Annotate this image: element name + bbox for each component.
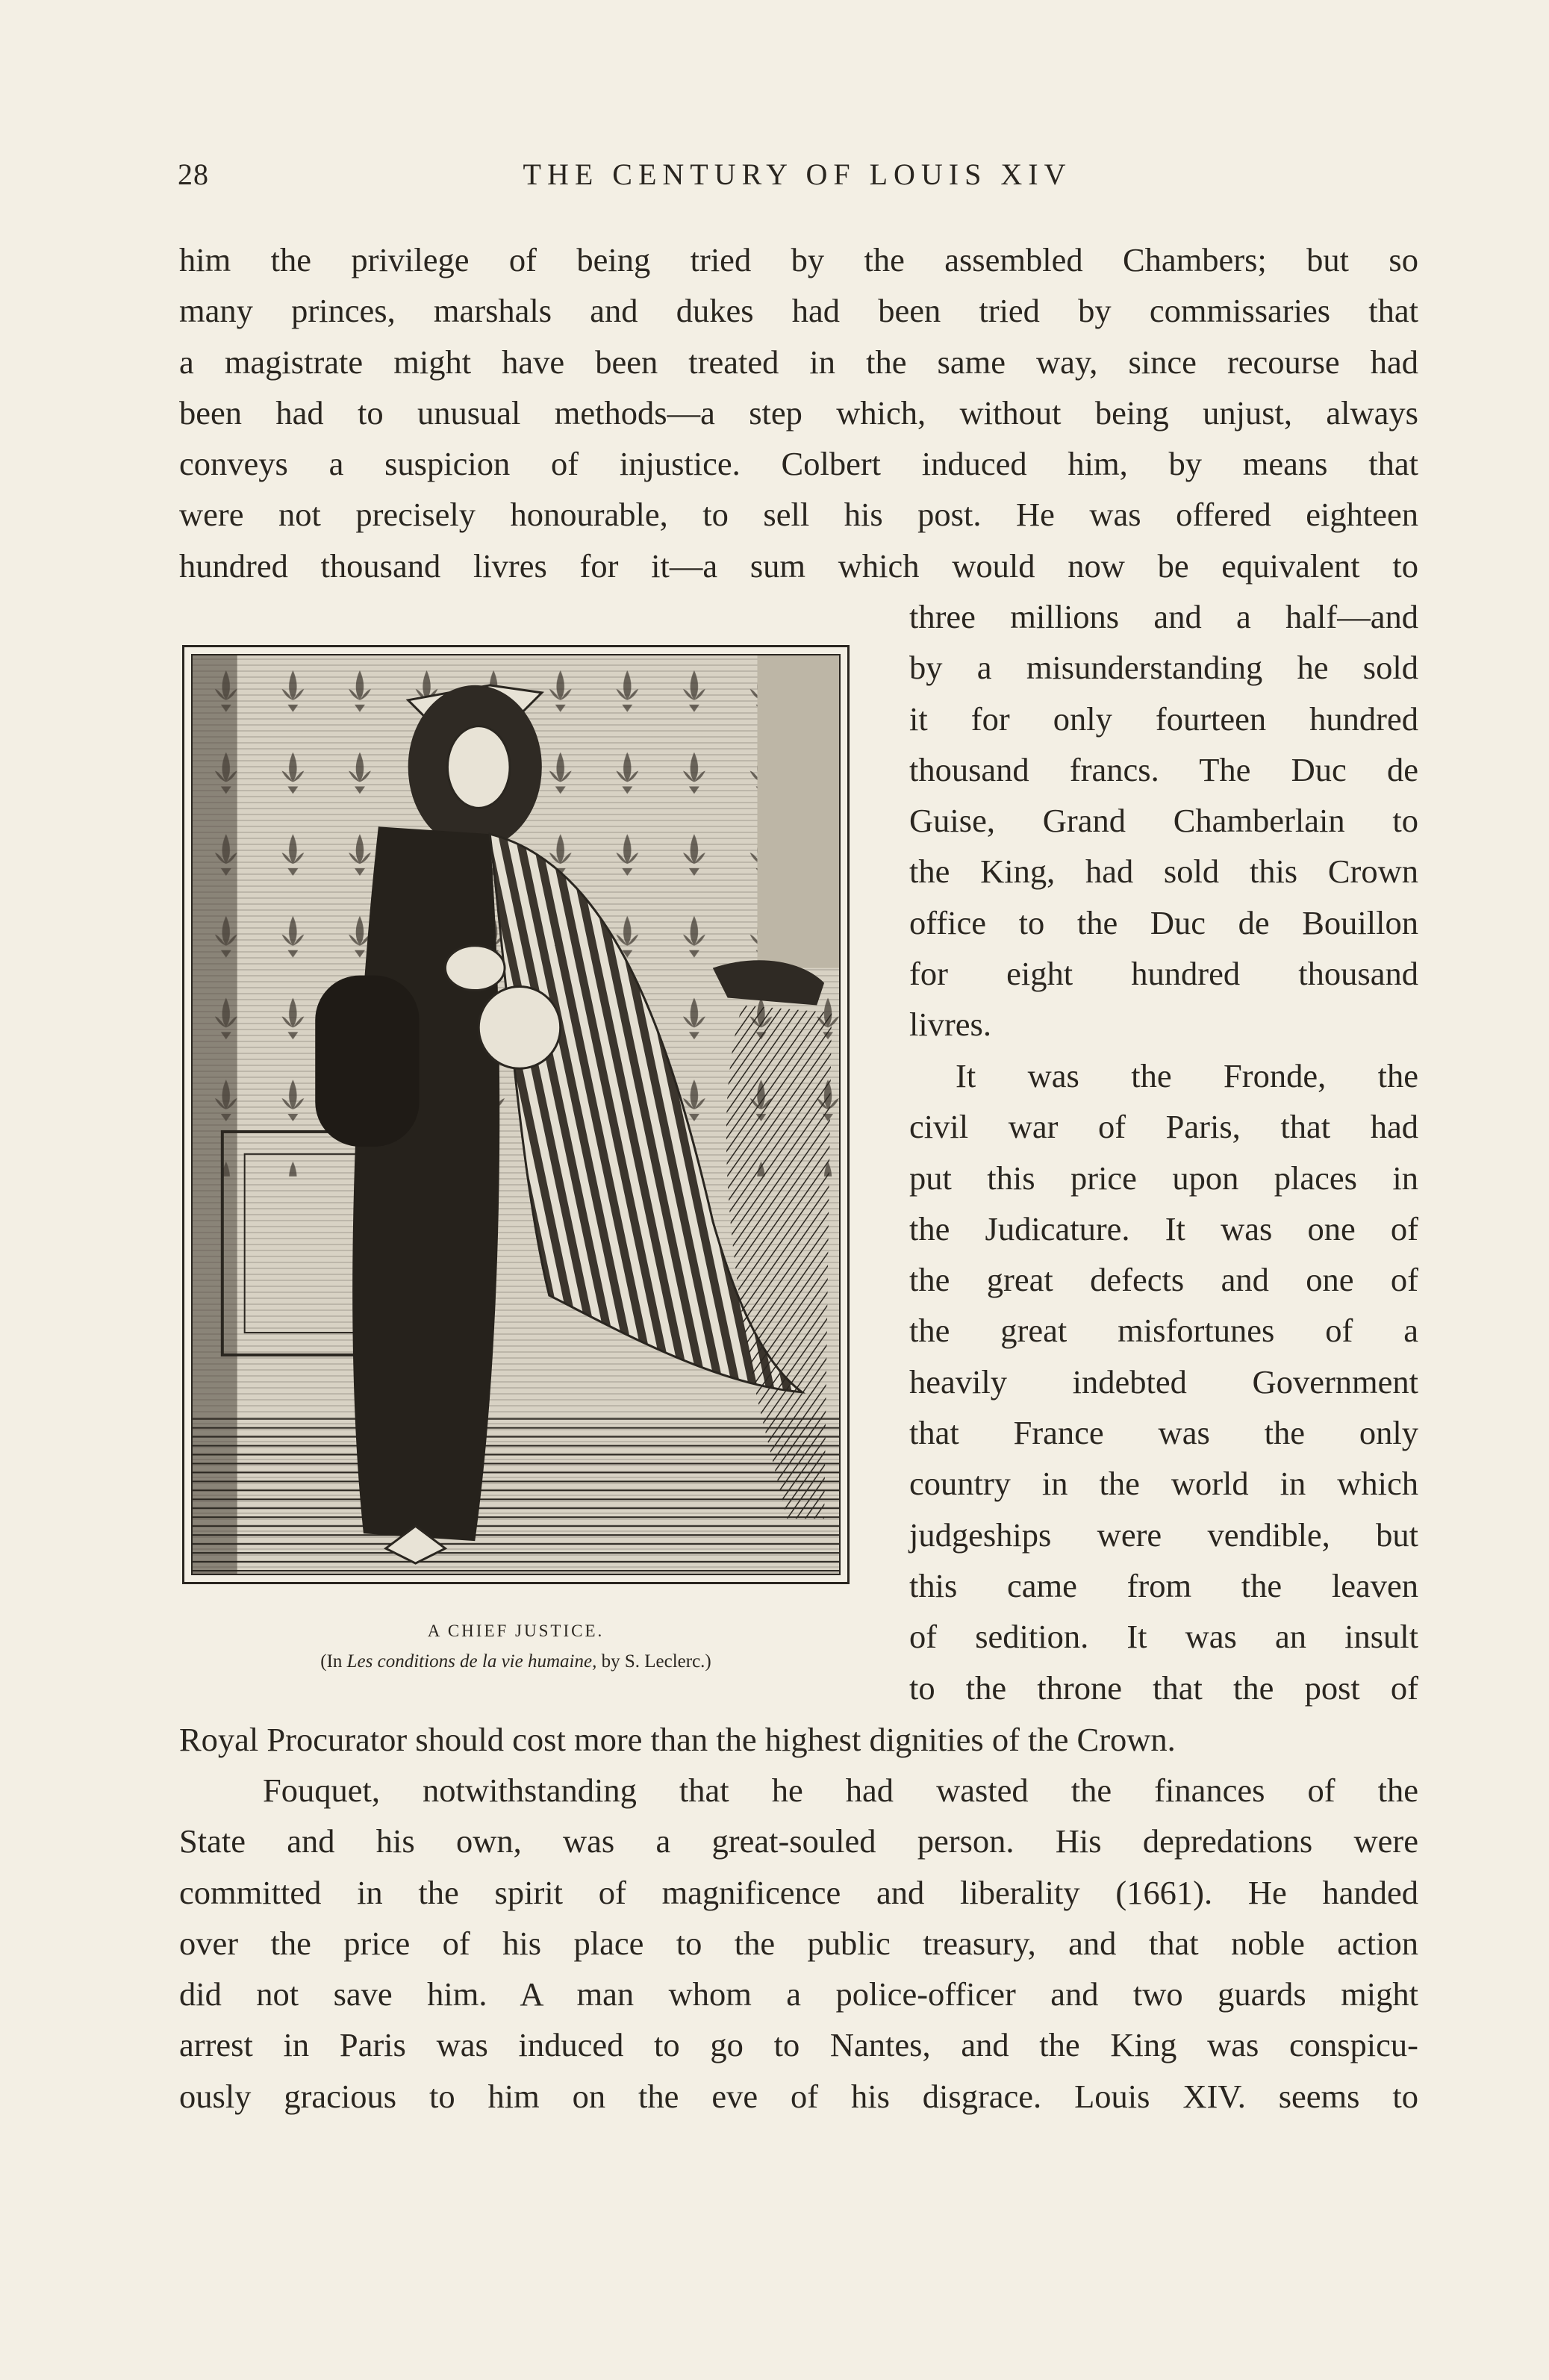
text-line: did not save him. A man whom a police-officer and two guards might xyxy=(179,1975,1418,2013)
paragraph-top xyxy=(179,234,1418,591)
text-line: by a misunderstanding he sold xyxy=(909,649,1418,687)
text-line: him the privilege of being tried by the assembled Chambers; but so xyxy=(179,241,1418,278)
text-line: conveys a suspicion of injustice. Colbert induced him, by means that xyxy=(179,445,1418,483)
page-number: 28 xyxy=(178,158,209,191)
engraving-image xyxy=(191,654,841,1575)
text-line: civil war of Paris, that had xyxy=(909,1108,1418,1146)
text-line: arrest in Paris was induced to go to Nantes, and the King was conspicu- xyxy=(179,2026,1418,2064)
text-line: office to the Duc de Bouillon xyxy=(909,903,1418,941)
text-line: a magistrate might have been treated in the same way, since recourse had xyxy=(179,343,1418,381)
paragraph-continuation xyxy=(179,1714,1418,1765)
text-line: livres. xyxy=(909,1006,991,1044)
text-line: committed in the spirit of magnificence and liberality (1661). He handed xyxy=(179,1873,1418,1911)
text-line: many princes, marshals and dukes had been tried by commissaries that xyxy=(179,292,1418,330)
text-line: over the price of his place to the public treasury, and that noble action xyxy=(179,1924,1418,1962)
running-title: THE CENTURY OF LOUIS XIV xyxy=(523,158,1072,191)
text-line: Guise, Grand Chamberlain to xyxy=(909,802,1418,840)
text-line: It was the Fronde, the xyxy=(956,1057,1418,1094)
text-line: the King, had sold this Crown xyxy=(909,853,1418,891)
text-line: the great defects and one of xyxy=(909,1261,1418,1299)
text-line: country in the world in which xyxy=(909,1465,1418,1503)
text-line: hundred thousand livres for it—a sum which would now be equivalent to xyxy=(179,546,1418,585)
caption-suffix: by S. Leclerc.) xyxy=(596,1651,711,1672)
text-line: ously gracious to him on the eve of his disgrace. Louis XIV. seems to xyxy=(179,2077,1418,2115)
figure-caption-title: A CHIEF JUSTICE. xyxy=(427,1622,605,1640)
caption-prefix: (In xyxy=(320,1651,347,1672)
text-line: it for only fourteen hundred xyxy=(909,700,1418,738)
text-line: for eight hundred thousand xyxy=(909,955,1418,993)
text-line: of sedition. It was an insult xyxy=(909,1618,1418,1656)
paragraph-fouquet xyxy=(179,1765,1418,2122)
text-line: put this price upon places in xyxy=(909,1159,1418,1197)
text-line: three millions and a half—and xyxy=(909,598,1418,635)
text-line: this came from the leaven xyxy=(909,1566,1418,1604)
text-line: the great misfortunes of a xyxy=(909,1312,1418,1350)
text-line: the Judicature. It was one of xyxy=(909,1209,1418,1247)
text-line: Royal Procurator should cost more than the highest dignities of the Crown. xyxy=(179,1721,1176,1758)
engraving-illustration xyxy=(182,645,850,1584)
caption-work-title: Les conditions de la vie humaine, xyxy=(346,1651,597,1672)
chief-justice-engraving xyxy=(193,655,839,1574)
figure-caption-credit xyxy=(182,1651,850,1672)
text-line: thousand francs. The Duc de xyxy=(909,750,1418,788)
paragraph-column-1 xyxy=(909,591,1418,1050)
text-line: that France was the only xyxy=(909,1414,1418,1452)
text-line: to the throne that the post of xyxy=(909,1669,1418,1707)
text-line: were not precisely honourable, to sell his post. He was offered eighteen xyxy=(179,496,1418,534)
text-line: heavily indebted Government xyxy=(909,1362,1418,1401)
text-line: State and his own, was a great-souled person. His depredations were xyxy=(179,1822,1418,1860)
running-head xyxy=(178,157,1417,202)
text-line: Fouquet, notwithstanding that he had wasted the finances of the xyxy=(263,1772,1418,1809)
text-line: judgeships were vendible, but xyxy=(909,1515,1418,1554)
paragraph-column-2 xyxy=(909,1050,1418,1713)
text-line: been had to unusual methods—a step which, without being unjust, always xyxy=(179,393,1418,432)
